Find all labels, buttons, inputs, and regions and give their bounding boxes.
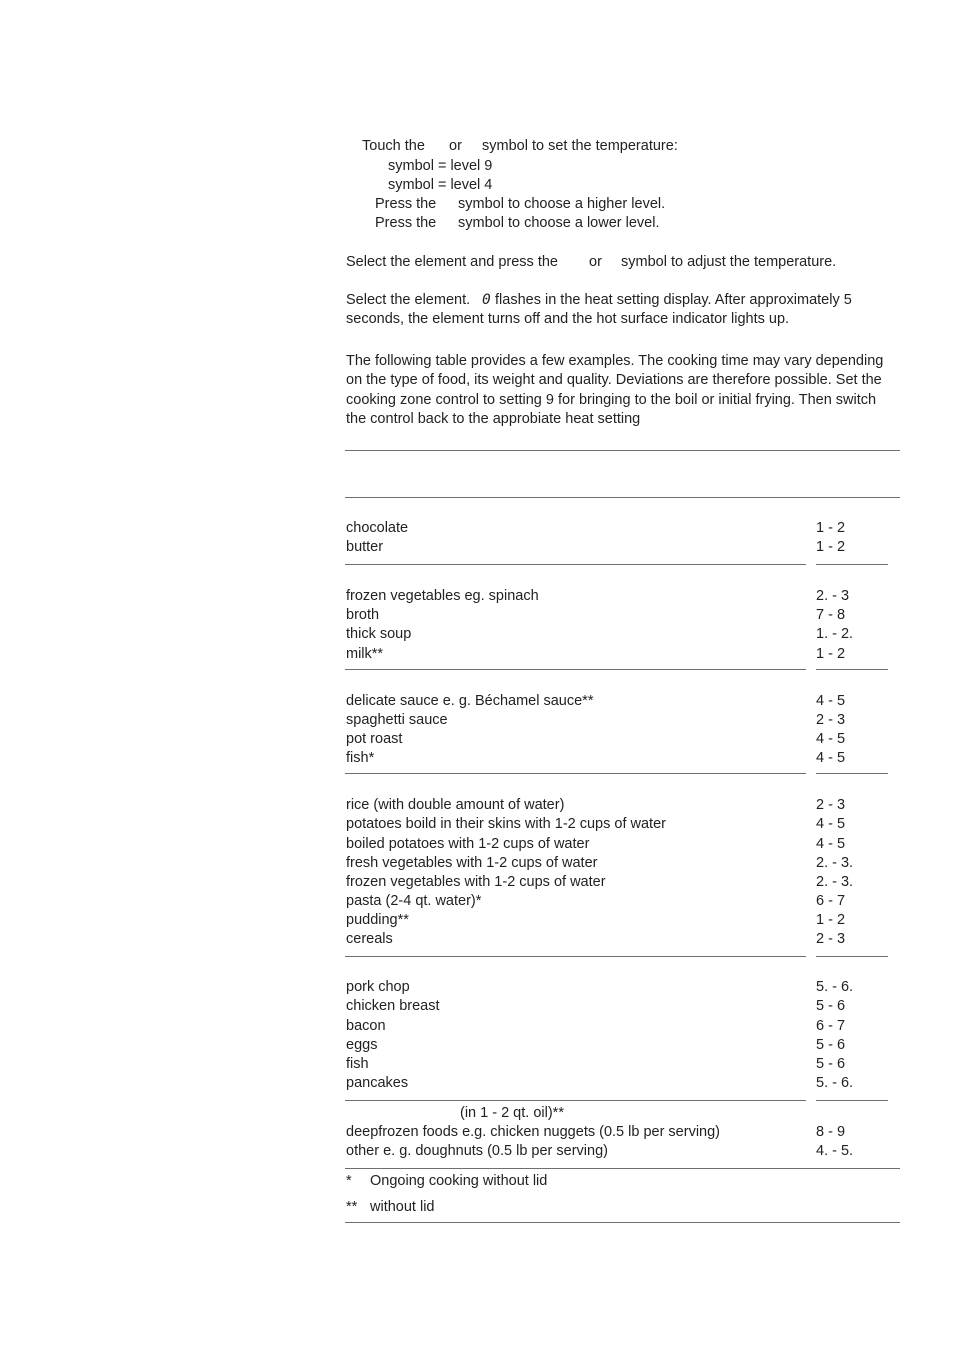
table-cell-food: cereals — [346, 931, 393, 947]
adjust-a: Select the element and press the — [346, 254, 558, 270]
group-rule-left — [345, 669, 806, 670]
table-cell-food: chicken breast — [346, 998, 440, 1014]
table-cell-food: frozen vegetables with 1-2 cups of water — [346, 874, 606, 890]
table-cell-setting: 4 - 5 — [816, 750, 846, 766]
table-header-rule — [345, 497, 900, 498]
table-cell-setting: 2. - 3 — [816, 588, 850, 604]
group-rule-right — [816, 956, 888, 957]
table-top-rule — [345, 450, 900, 451]
table-cell-setting: 6 - 7 — [816, 893, 846, 909]
group-rule-left — [345, 773, 806, 774]
intro-line5-a: Press the — [375, 215, 437, 231]
group-rule-right — [816, 669, 888, 670]
table-cell-food: broth — [346, 607, 380, 623]
table-cell-setting: 2 - 3 — [816, 712, 846, 728]
turnoff-b: flashes in the heat setting display. After approximately 5 — [495, 292, 852, 308]
group-rule-right — [816, 773, 888, 774]
intro-line1-a: Touch the — [362, 138, 425, 154]
table-cell-food: fish — [346, 1056, 369, 1072]
intro-line4-b: symbol to choose a higher level. — [458, 196, 666, 212]
table-cell-setting: 4 - 5 — [816, 816, 846, 832]
group-rule-left — [345, 1100, 806, 1101]
display-zero-symbol: 0 — [482, 292, 491, 308]
table-cell-food: deepfrozen foods e.g. chicken nuggets (0.5 lb per serving) — [346, 1124, 721, 1140]
table-cell-setting: 8 - 9 — [816, 1124, 846, 1140]
table-cell-setting: 4. - 5. — [816, 1143, 854, 1159]
table-cell-food: bacon — [346, 1018, 386, 1034]
adjust-b: or — [589, 254, 602, 270]
table-cell-setting: 1 - 2 — [816, 912, 846, 928]
table-cell-food: pot roast — [346, 731, 403, 747]
table-cell-setting: 1 - 2 — [816, 539, 846, 555]
table-cell-setting: 4 - 5 — [816, 731, 846, 747]
table-intro-line: cooking zone control to setting 9 for bringing to the boil or initial frying. Then switch — [346, 392, 877, 408]
table-cell-setting: 1 - 2 — [816, 520, 846, 536]
table-intro-line: The following table provides a few examples. The cooking time may vary depending — [346, 353, 884, 369]
table-intro-line: on the type of food, its weight and quality. Deviations are therefore possible. Set the — [346, 372, 882, 388]
table-cell-food: fish* — [346, 750, 375, 766]
intro-line1-b: or — [449, 138, 462, 154]
table-cell-setting: 2. - 3. — [816, 874, 854, 890]
intro-line1-c: symbol to set the temperature: — [482, 138, 678, 154]
table-cell-setting: 2. - 3. — [816, 855, 854, 871]
table-cell-food: butter — [346, 539, 384, 555]
table-cell-setting: 4 - 5 — [816, 693, 846, 709]
table-cell-food: boiled potatoes with 1-2 cups of water — [346, 836, 590, 852]
table-cell-setting: 4 - 5 — [816, 836, 846, 852]
intro-line2: symbol = level 9 — [388, 158, 493, 174]
table-bottom-rule — [345, 1168, 900, 1169]
table-cell-food: thick soup — [346, 626, 412, 642]
table-cell-setting: 2 - 3 — [816, 797, 846, 813]
table-cell-food: pasta (2-4 qt. water)* — [346, 893, 482, 909]
turnoff-c: seconds, the element turns off and the hot surface indicator lights up. — [346, 311, 790, 327]
group-rule-right — [816, 564, 888, 565]
table-cell-setting: 1. - 2. — [816, 626, 854, 642]
table-cell-food: pudding** — [346, 912, 409, 928]
group-heading: (in 1 - 2 qt. oil)** — [460, 1105, 564, 1121]
table-cell-setting: 1 - 2 — [816, 646, 846, 662]
intro-line4-a: Press the — [375, 196, 437, 212]
table-cell-setting: 2 - 3 — [816, 931, 846, 947]
table-cell-setting: 5. - 6. — [816, 1075, 854, 1091]
adjust-c: symbol to adjust the temperature. — [621, 254, 837, 270]
table-cell-setting: 5 - 6 — [816, 1056, 846, 1072]
group-rule-right — [816, 1100, 888, 1101]
table-cell-food: milk** — [346, 646, 384, 662]
table-cell-food: rice (with double amount of water) — [346, 797, 565, 813]
table-cell-food: chocolate — [346, 520, 409, 536]
intro-line3: symbol = level 4 — [388, 177, 493, 193]
footnote-text: Ongoing cooking without lid — [370, 1173, 548, 1189]
intro-line5-b: symbol to choose a lower level. — [458, 215, 660, 231]
table-cell-food: eggs — [346, 1037, 378, 1053]
table-cell-food: pork chop — [346, 979, 410, 995]
table-cell-food: pancakes — [346, 1075, 409, 1091]
table-cell-food: fresh vegetables with 1-2 cups of water — [346, 855, 598, 871]
table-cell-setting: 5 - 6 — [816, 998, 846, 1014]
footnote-text: without lid — [370, 1199, 435, 1215]
table-cell-food: spaghetti sauce — [346, 712, 448, 728]
table-cell-food: delicate sauce e. g. Béchamel sauce** — [346, 693, 594, 709]
turnoff-a: Select the element. — [346, 292, 471, 308]
table-cell-food: potatoes boild in their skins with 1-2 cups of water — [346, 816, 666, 832]
footnote-mark: * — [346, 1173, 352, 1189]
table-cell-food: frozen vegetables eg. spinach — [346, 588, 539, 604]
table-intro-line: the control back to the approbiate heat setting — [346, 411, 641, 427]
table-cell-food: other e. g. doughnuts (0.5 lb per serving) — [346, 1143, 608, 1159]
group-rule-left — [345, 564, 806, 565]
group-rule-left — [345, 956, 806, 957]
table-cell-setting: 5. - 6. — [816, 979, 854, 995]
footnote-mark: ** — [346, 1199, 358, 1215]
table-cell-setting: 7 - 8 — [816, 607, 846, 623]
footnotes-bottom-rule — [345, 1222, 900, 1223]
table-cell-setting: 6 - 7 — [816, 1018, 846, 1034]
table-cell-setting: 5 - 6 — [816, 1037, 846, 1053]
